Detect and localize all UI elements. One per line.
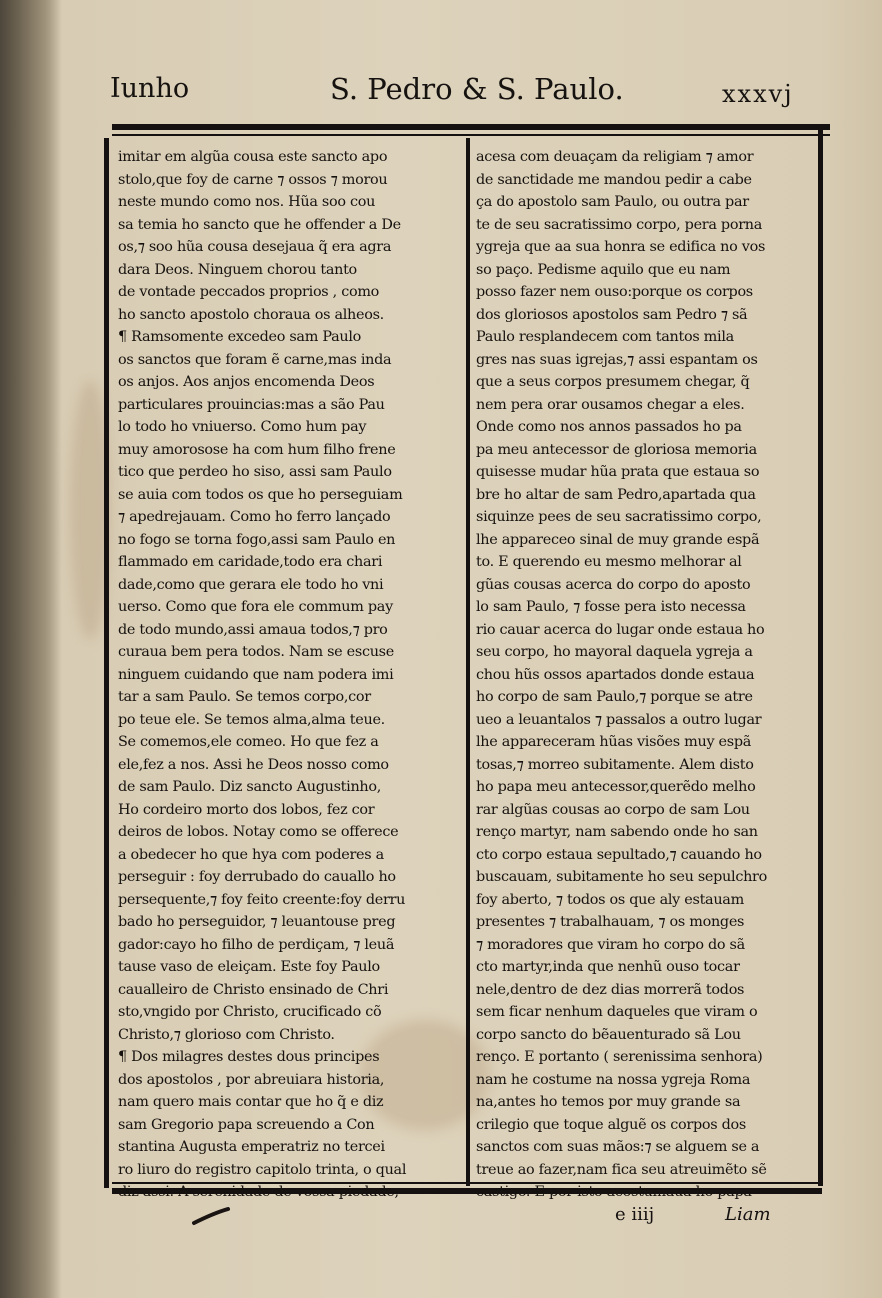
text-line: ele,fez a nos. Assi he Deos nosso como	[118, 756, 389, 773]
text-line: sa temia ho sancto que he offender a De	[118, 216, 401, 233]
text-line: os,⁊ soo hũa cousa desejaua q̃ era agra	[118, 239, 392, 255]
text-line: deiros de lobos. Notay como se offerece	[118, 824, 399, 840]
signature-mark: e iiij	[615, 1204, 655, 1225]
top-rule-thin	[112, 134, 830, 136]
text-line: imitar em algũa cousa este sancto apo	[118, 149, 388, 165]
text-line: dos apostolos , por abreuiara historia,	[118, 1071, 385, 1088]
text-line: po teue ele. Se temos alma,alma teue.	[118, 711, 385, 728]
column-divider	[466, 138, 470, 1186]
text-line: presentes ⁊ trabalhauam, ⁊ os monges	[476, 914, 745, 930]
text-line: quisesse mudar hũa prata que estaua so	[476, 464, 760, 480]
text-line: ro liuro do registro capitolo trinta, o qual	[118, 1161, 407, 1178]
text-line: os sanctos que foram ẽ carne,mas inda	[118, 351, 392, 368]
text-line: neste mundo como nos. Hũa soo cou	[118, 194, 376, 210]
text-line: flammado em caridade,todo era chari	[118, 554, 383, 570]
text-line: sanctos com suas mãos:⁊ se alguem se a	[476, 1139, 760, 1155]
text-line: de sanctidade me mandou pedir a cabe	[476, 171, 752, 188]
left-border-rule	[104, 138, 109, 1188]
text-line: tosas,⁊ morreo subitamente. Alem disto	[476, 756, 754, 773]
text-line: Onde como nos annos passados ho pa	[476, 419, 742, 435]
text-line: ueo a leuantalos ⁊ passalos a outro lugar	[476, 711, 762, 728]
text-line: crilegio que toque alguẽ os corpos dos	[476, 1116, 746, 1133]
header-title: S. Pedro & S. Paulo.	[330, 72, 624, 106]
header-month: Iunho	[110, 73, 190, 104]
text-line: renço martyr, nam sabendo onde ho san	[476, 824, 758, 840]
header-folio-number: xxxvj	[722, 80, 794, 108]
text-line: nam he costume na nossa ygreja Roma	[476, 1071, 751, 1088]
text-line: nam quero mais contar que ho q̃ e diz	[118, 1094, 384, 1110]
text-line: bado ho perseguidor, ⁊ leuantouse preg	[118, 914, 396, 930]
text-line: ygreja que aa sua honra se edifica no vos	[476, 239, 766, 255]
text-line: dade,como que gerara ele todo ho vni	[118, 576, 384, 593]
text-line: gũas cousas acerca do corpo do aposto	[476, 576, 751, 593]
text-line: foy aberto, ⁊ todos os que aly estauam	[476, 891, 744, 908]
text-line: ça do apostolo sam Paulo, ou outra par	[476, 194, 749, 210]
text-line: treue ao fazer,nam fica seu atreuimẽto sẽ	[476, 1161, 767, 1178]
text-line: gres nas suas igrejas,⁊ assi espantam os	[476, 351, 758, 368]
text-line: to. E querendo eu mesmo melhorar al	[476, 554, 742, 570]
text-line: rio cauar acerca do lugar onde estaua ho	[476, 621, 765, 638]
text-line: na,antes ho temos por muy grande sa	[476, 1094, 741, 1110]
text-line: Christo,⁊ glorioso com Christo.	[118, 1026, 335, 1043]
text-line: lhe appareceo sinal de muy grande espã	[476, 531, 760, 548]
text-line: stantina Augusta emperatriz no tercei	[118, 1139, 385, 1155]
text-line: ⁊ apedrejauam. Como ho ferro lançado	[118, 509, 391, 525]
text-column-left	[118, 146, 460, 1204]
text-line: nem pera orar ousamos chegar a eles.	[476, 396, 745, 413]
text-line: ho sancto apostolo choraua os alheos.	[118, 306, 384, 323]
text-line: seu corpo, ho mayoral daquela ygreja a	[476, 644, 753, 660]
text-line: lo sam Paulo, ⁊ fosse pera isto necessa	[476, 599, 746, 615]
text-line: cto corpo estaua sepultado,⁊ cauando ho	[476, 846, 762, 863]
text-line: ho corpo de sam Paulo,⁊ porque se atre	[476, 689, 753, 705]
text-line: dos gloriosos apostolos sam Pedro ⁊ sã	[476, 306, 748, 323]
text-line: ⁊ moradores que viram ho corpo do sã	[476, 936, 745, 953]
text-line: que a seus corpos presumem chegar, q̃	[476, 374, 750, 390]
text-line: curaua bem pera todos. Nam se escuse	[118, 644, 394, 660]
text-line: ho papa meu antecessor,querẽdo melho	[476, 779, 756, 795]
text-line: castigo. E por isto acostumaua ho papa	[476, 1184, 752, 1200]
text-line: siquinze pees de seu sacratissimo corpo,	[476, 509, 762, 525]
text-line: ¶ Ramsomente excedeo sam Paulo	[118, 329, 361, 345]
ink-blot-mark	[192, 1205, 232, 1227]
text-line: Se comemos,ele comeo. Ho que fez a	[118, 734, 379, 750]
text-line: buscauam, subitamente ho seu sepulchro	[476, 869, 767, 885]
text-line: lhe appareceram hũas visões muy espã	[476, 734, 752, 750]
text-line: de vontade peccados proprios , como	[118, 284, 380, 300]
text-line: persequente,⁊ foy feito creente:foy derru	[118, 891, 406, 908]
text-line: diz assi. A serenidade de vossa piedade,	[118, 1184, 399, 1200]
text-line: se auia com todos os que ho perseguiam	[118, 486, 403, 503]
text-line: caualleiro de Christo ensinado de Chri	[118, 981, 389, 998]
text-line: cto martyr,inda que nenhũ ouso tocar	[476, 959, 740, 975]
text-line: a obedecer ho que hya com poderes a	[118, 846, 384, 863]
text-line: acesa com deuaçam da religiam ⁊ amor	[476, 149, 754, 165]
text-line: nele,dentro de dez dias morrerã todos	[476, 981, 745, 998]
text-line: sto,vngido por Christo, crucificado cõ	[118, 1004, 382, 1020]
text-line: chou hũs ossos apartados donde estaua	[476, 666, 755, 683]
text-line: particulares prouincias:mas a são Pau	[118, 396, 385, 413]
text-line: lo todo ho vniuerso. Como hum pay	[118, 419, 367, 435]
text-line: ninguem cuidando que nam podera imi	[118, 666, 394, 683]
text-line: dara Deos. Ninguem chorou tanto	[118, 261, 357, 278]
book-gutter	[0, 0, 62, 1298]
text-line: tause vaso de eleiçam. Este foy Paulo	[118, 959, 380, 975]
text-line: tico que perdeo ho siso, assi sam Paulo	[118, 464, 392, 480]
text-line: renço. E portanto ( serenissima senhora)	[476, 1049, 763, 1065]
text-line: no fogo se torna fogo,assi sam Paulo en	[118, 531, 396, 548]
text-line: sam Gregorio papa screuendo a Con	[118, 1116, 375, 1133]
right-border-rule	[818, 130, 823, 1186]
text-line: sem ficar nenhum daqueles que viram o	[476, 1004, 758, 1020]
text-line: tar a sam Paulo. Se temos corpo,cor	[118, 689, 371, 705]
text-line: ¶ Dos milagres destes dous principes	[118, 1049, 380, 1065]
text-line: gador:cayo ho filho de perdiçam, ⁊ leuã	[118, 936, 395, 953]
text-line: de todo mundo,assi amaua todos,⁊ pro	[118, 621, 388, 638]
text-line: corpo sancto do bẽauenturado sã Lou	[476, 1026, 741, 1043]
text-line: de sam Paulo. Diz sancto Augustinho,	[118, 779, 382, 795]
text-line: os anjos. Aos anjos encomenda Deos	[118, 374, 375, 390]
text-line: muy amorosose ha com hum filho frene	[118, 441, 396, 458]
text-line: Ho cordeiro morto dos lobos, fez cor	[118, 801, 375, 818]
text-line: pa meu antecessor de gloriosa memoria	[476, 441, 757, 458]
catchword: Liam	[725, 1204, 771, 1225]
text-line: rar algũas cousas ao corpo de sam Lou	[476, 801, 750, 818]
text-line: te de seu sacratissimo corpo, pera porna	[476, 216, 763, 233]
text-line: posso fazer nem ouso:porque os corpos	[476, 284, 753, 300]
top-rule-thick	[112, 124, 830, 130]
text-line: stolo,que foy de carne ⁊ ossos ⁊ morou	[118, 171, 388, 188]
text-line: so paço. Pedisme aquilo que eu nam	[476, 261, 731, 278]
text-line: uerso. Como que fora ele commum pay	[118, 599, 393, 615]
text-column-right	[476, 146, 814, 1204]
text-line: bre ho altar de sam Pedro,apartada qua	[476, 486, 756, 503]
text-line: Paulo resplandecem com tantos mila	[476, 329, 734, 345]
text-line: perseguir : foy derrubado do cauallo ho	[118, 869, 396, 885]
